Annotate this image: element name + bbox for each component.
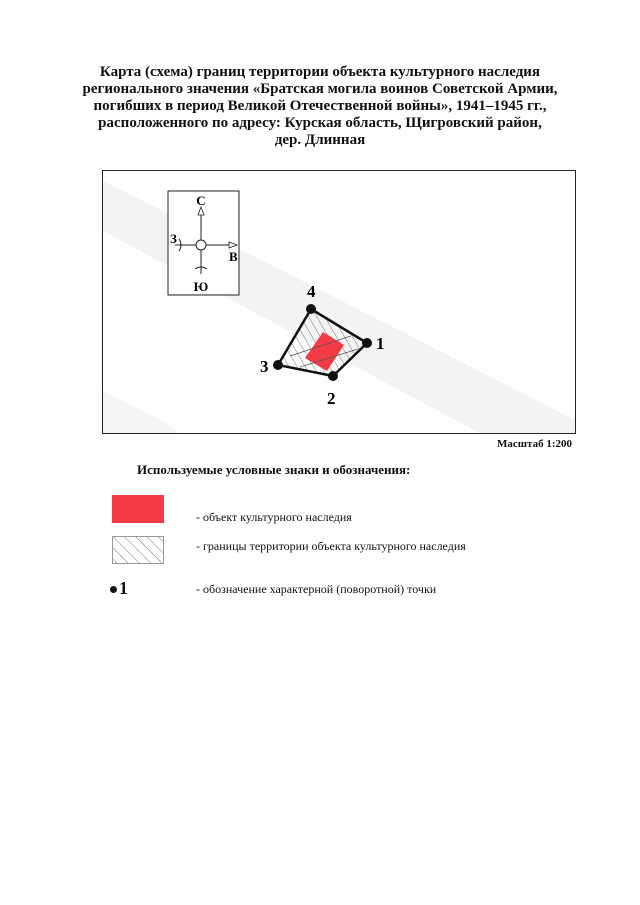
turning-point-4 bbox=[306, 282, 316, 314]
legend-hatch-symbol bbox=[112, 536, 164, 564]
title-line: регионального значения «Братская могила воинов Советской Армии, bbox=[82, 81, 558, 97]
legend-title: Используемые условные знаки и обозначения: bbox=[137, 462, 411, 477]
map-title bbox=[70, 64, 570, 149]
turning-point-2 bbox=[327, 371, 338, 408]
point-label: 4 bbox=[307, 282, 316, 301]
compass-east: В bbox=[229, 249, 238, 264]
compass-south: Ю bbox=[193, 279, 209, 294]
legend-text: - обозначение характерной (поворотной) точки bbox=[196, 582, 437, 596]
title-line: расположенного по адресу: Курская область, Щигровский район, bbox=[98, 115, 542, 131]
title-line: Карта (схема) границ территории объекта культурного наследия bbox=[99, 64, 541, 80]
compass-center-icon bbox=[196, 240, 206, 250]
turning-point-3 bbox=[260, 357, 283, 376]
legend-item-object bbox=[110, 495, 560, 525]
point-label: 3 bbox=[260, 357, 269, 376]
point-label: 2 bbox=[327, 389, 336, 408]
map-canvas bbox=[103, 171, 576, 434]
legend-text: - границы территории объекта культурного наследия bbox=[196, 539, 466, 553]
legend-item-point bbox=[110, 578, 560, 608]
point-label: 1 bbox=[376, 334, 385, 353]
compass-north: С bbox=[196, 193, 206, 208]
map-frame bbox=[102, 170, 576, 434]
legend-item-boundary bbox=[110, 536, 560, 566]
title-line: дер. Длинная bbox=[274, 132, 366, 148]
legend-red-symbol bbox=[112, 495, 164, 523]
title-line: погибших в период Великой Отечественной войны», 1941–1945 гг., bbox=[93, 98, 547, 114]
road-band-inner bbox=[103, 391, 183, 434]
compass-west: З bbox=[170, 231, 177, 246]
legend-point-symbol bbox=[110, 578, 150, 602]
point-dot-icon bbox=[110, 586, 117, 593]
compass bbox=[168, 191, 239, 295]
map-scale: Масштаб 1:200 bbox=[497, 438, 573, 450]
legend-point-label: 1 bbox=[119, 578, 128, 598]
legend-text: - объект культурного наследия bbox=[196, 510, 352, 524]
